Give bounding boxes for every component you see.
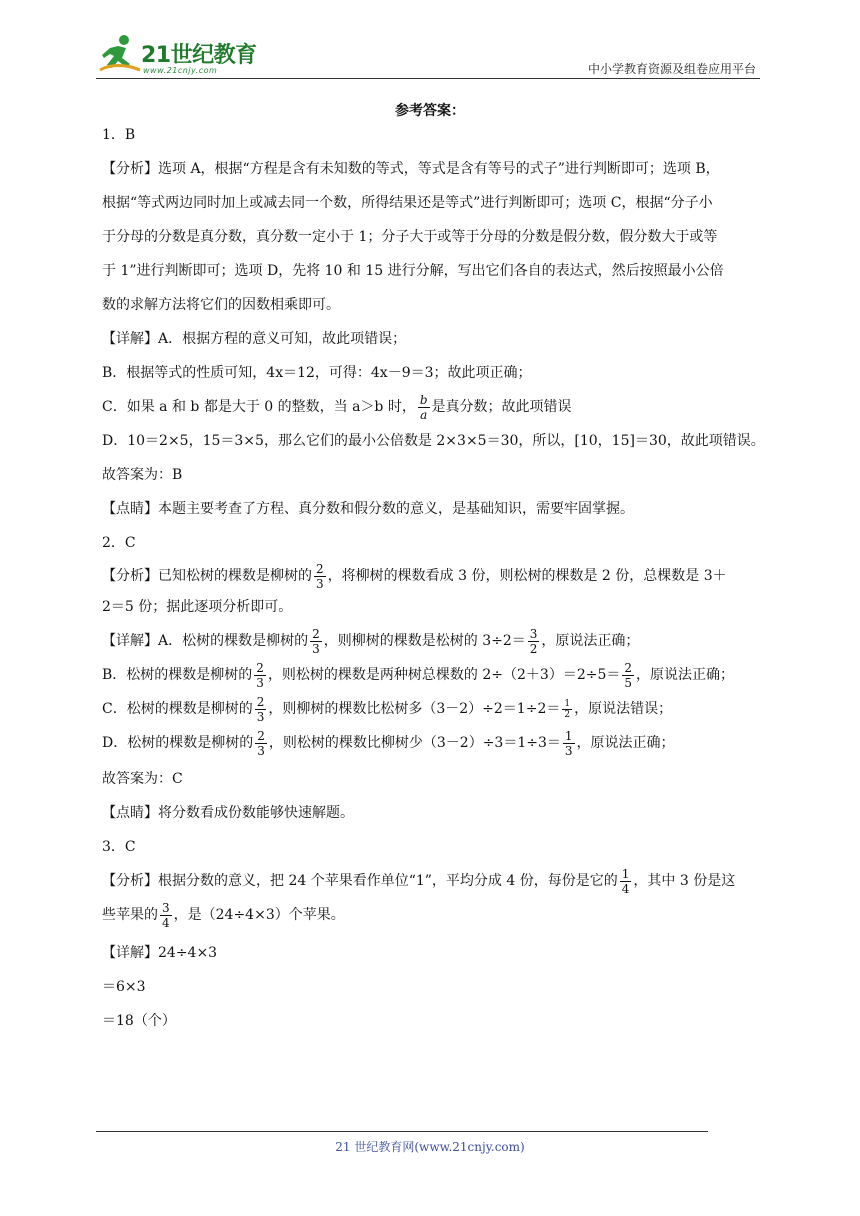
- q1-analysis-line-5: 数的求解方法将它们的因数相乘即可。: [102, 297, 340, 313]
- q1-analysis-line-3: 于分母的分数是真分数，真分数一定小于 1；分子大于或等于分母的分数是假分数，假分数大于或等: [102, 229, 718, 245]
- q1-answer: 故答案为：B: [102, 467, 183, 483]
- q1-comment: 【点睛】本题主要考查了方程、真分数和假分数的意义，是基础知识，需要牢固掌握。: [102, 501, 634, 517]
- fraction-2-3: $\frac{2}{3}$: [316, 561, 324, 591]
- q1-number: 1．B: [102, 127, 136, 143]
- fraction-1-2: $\frac{1}{2}$: [564, 698, 571, 720]
- q1-analysis-line-4: 于 1”进行判断即可；选项 D，先将 10 和 15 进行分解，写出它们各自的表达式，然后按照最小公倍: [102, 263, 724, 279]
- q1-detail-d: D．10＝2×5，15＝3×5，那么它们的最小公倍数是 2×3×5＝30，所以，[10，15]＝30，故此项错误。: [102, 433, 765, 449]
- fraction-3-2: $\frac{3}{2}$: [529, 626, 538, 656]
- logo-url: www.21cnjy.com: [143, 66, 218, 75]
- runner-logo-icon: [96, 34, 142, 76]
- header-divider: [96, 78, 760, 79]
- q2-analysis-line-2: 2＝5 份；据此逐项分析即可。: [102, 599, 293, 615]
- q3-number: 3．C: [102, 839, 136, 855]
- page-title: 参考答案：: [395, 103, 465, 119]
- fraction-2-5: $\frac{2}{5}$: [624, 660, 633, 690]
- fraction-3-4: $\frac{3}{4}$: [162, 900, 170, 930]
- fraction-2-3: $\frac{2}{3}$: [312, 626, 320, 656]
- site-logo: [96, 34, 266, 78]
- q2-analysis-line-1: 【分析】已知松树的棵数是柳树的 $\frac{2}{3}$ ，将柳树的棵数看成 3 份，则松树的棵数是 2 份，总棵数是 3＋: [102, 561, 727, 591]
- q1-detail-b: B．根据等式的性质可知，4x＝12，可得：4x－9＝3；故此项正确；: [102, 365, 532, 381]
- footer-link[interactable]: 21 世纪教育网(www.21cnjy.com): [335, 1140, 525, 1154]
- q2-answer: 故答案为：C: [102, 771, 183, 787]
- q2-comment: 【点睛】将分数看成份数能够快速解题。: [102, 805, 354, 821]
- q2-detail-a: 【详解】A．松树的棵数是柳树的 $\frac{2}{3}$ ，则柳树的棵数是松树的 3÷2＝ $\frac{3}{2}$ ，原说法正确；: [102, 626, 640, 656]
- q2-detail-d: D．松树的棵数是柳树的 $\frac{2}{3}$ ，则松树的棵数比柳树少（3－2）÷3＝1÷3＝ $\frac{1}{3}$ ，原说法正确；: [102, 728, 675, 758]
- q2-number: 2．C: [102, 535, 136, 551]
- q1-analysis-line-2: 根据“等式两边同时加上或减去同一个数，所得结果还是等式”进行判断即可；选项 C，根据“分子小: [102, 195, 713, 211]
- header-tagline: 中小学教育资源及组卷应用平台: [587, 62, 756, 76]
- q1-detail-c: C．如果 a 和 b 都是大于 0 的整数，当 a＞b 时， $\frac{b}{a}$ 是真分数；故此项错误: [102, 392, 572, 422]
- q3-analysis-line-2: 些苹果的 $\frac{3}{4}$ ，是（24÷4×3）个苹果。: [102, 900, 345, 930]
- fraction-2-3: $\frac{2}{3}$: [256, 660, 264, 690]
- q1-detail-a: 【详解】A．根据方程的意义可知，故此项错误；: [102, 331, 407, 347]
- q3-detail: 【详解】24÷4×3: [102, 945, 218, 961]
- q3-step-2: ＝18（个）: [102, 1013, 176, 1029]
- answer-content: [102, 124, 766, 1032]
- logo-text: 21世纪教育: [141, 43, 257, 68]
- fraction-1-4: $\frac{1}{4}$: [621, 866, 630, 896]
- fraction-b-over-a: $\frac{b}{a}$: [419, 392, 428, 422]
- q3-step-1: ＝6×3: [102, 979, 146, 995]
- fraction-1-3: $\frac{1}{3}$: [564, 728, 573, 758]
- footer-divider: [96, 1131, 708, 1132]
- q3-analysis-line-1: 【分析】根据分数的意义，把 24 个苹果看作单位“1”，平均分成 4 份，每份是它的 $\frac{1}{4}$ ，其中 3 份是这: [102, 866, 736, 896]
- q1-analysis-line-1: 【分析】选项 A，根据“方程是含有未知数的等式，等式是含有等号的式子”进行判断即可；选项 B，: [102, 161, 720, 177]
- fraction-2-3: $\frac{2}{3}$: [256, 694, 265, 724]
- fraction-2-3: $\frac{2}{3}$: [257, 728, 265, 758]
- q2-detail-b: B．松树的棵数是柳树的 $\frac{2}{3}$ ，则松树的棵数是两种树总棵数的 2÷（2＋3）＝2÷5＝ $\frac{2}{5}$ ，原说法正确；: [102, 660, 735, 690]
- q2-detail-c: C．松树的棵数是柳树的 $\frac{2}{3}$ ，则柳树的棵数比松树多（3－2）÷2＝1÷2＝ $\frac{1}{2}$ ，原说法错误；: [102, 694, 673, 724]
